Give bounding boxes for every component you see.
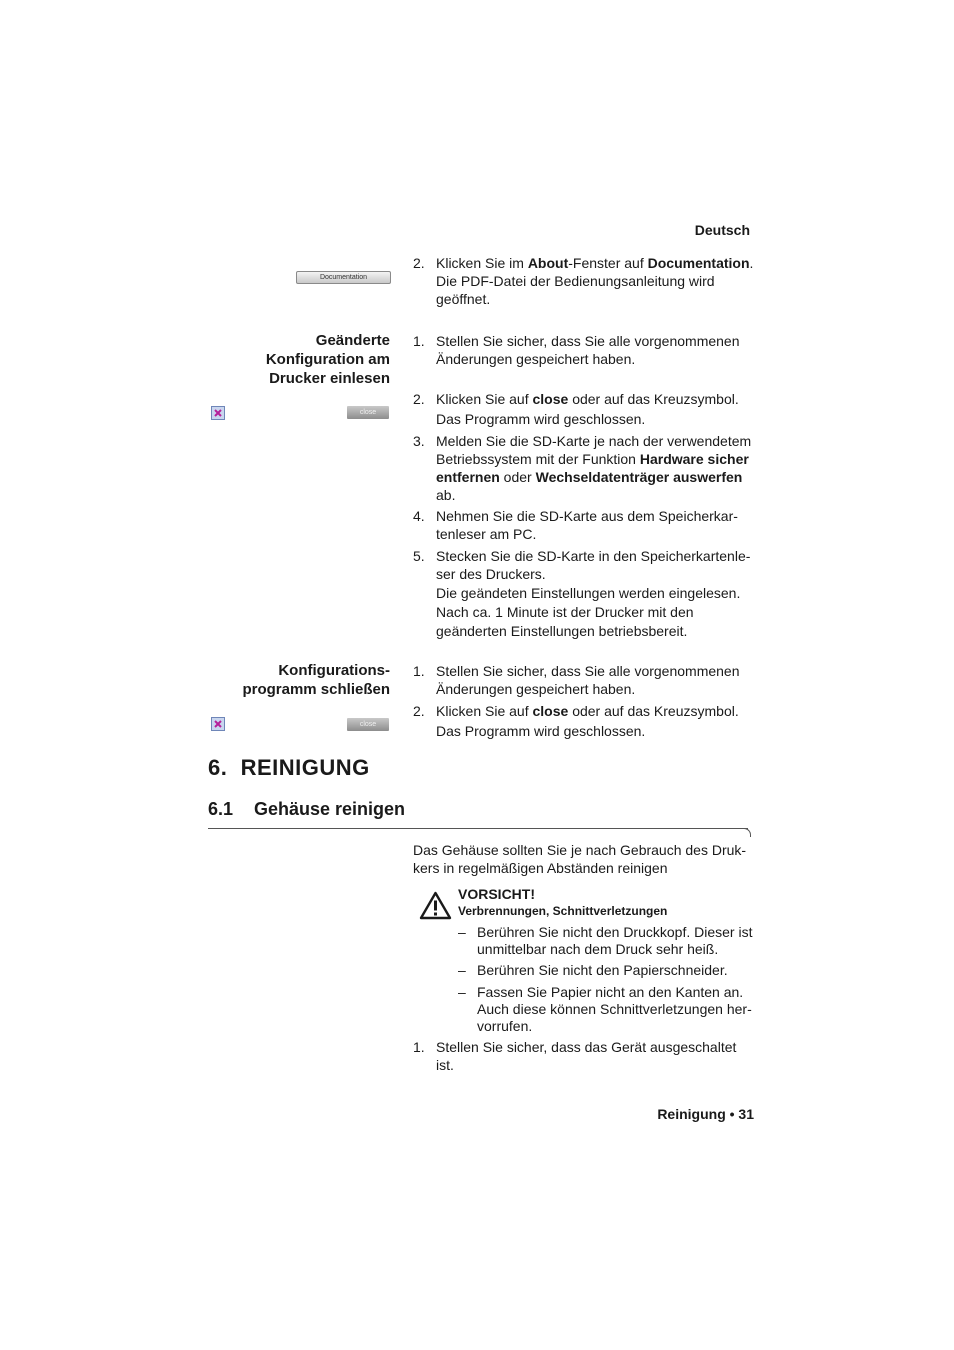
language-label: Deutsch xyxy=(694,222,750,238)
warning-title: VORSICHT! xyxy=(458,886,535,902)
step-read-5: 5. Stecken Sie die SD-Karte in den Speicherkartenle-ser des Druckers. Die geändeten Einstellungen werden eingelesen. Nach ca. 1 Minute ist der Drucker mit den geänderten Einstellungen betriebsbereit. xyxy=(413,548,751,639)
step-read-4: 4. Nehmen Sie die SD-Karte aus dem Speicherkar-tenleser am PC. xyxy=(413,508,738,542)
step-result: Die PDF-Datei der Bedienungsanleitung wird geöffnet. xyxy=(436,273,715,307)
warning-icon xyxy=(419,891,452,920)
step-read-2: 2. Klicken Sie auf close oder auf das Kreuzsymbol. Das Programm wird geschlossen. xyxy=(413,391,739,427)
step-close-2: 2. Klicken Sie auf close oder auf das Kreuzsymbol. Das Programm wird geschlossen. xyxy=(413,703,739,739)
step-read-1: 1. Stellen Sie sicher, dass Sie alle vorgenommenen Änderungen gespeichert haben. xyxy=(413,333,740,367)
step-clean-1: 1. Stellen Sie sicher, dass das Gerät ausgeschaltet ist. xyxy=(413,1039,737,1073)
warning-subtitle: Verbrennungen, Schnittverletzungen xyxy=(458,904,668,918)
close-x-icon[interactable] xyxy=(211,717,225,731)
step-documentation: 2. Klicken Sie im About-Fenster auf Documentation. Die PDF-Datei der Bedienungsanleitung wird geöffnet. xyxy=(413,254,758,308)
close-x-icon[interactable] xyxy=(211,406,225,420)
heading-close-program: Konfigurations- programm schließen xyxy=(242,662,390,698)
warning-item: – Fassen Sie Papier nicht an den Kanten an. Auch diese können Schnittverletzungen her-vorrufen. xyxy=(458,984,752,1034)
intro-text: Das Gehäuse sollten Sie je nach Gebrauch des Druk-kers in regelmäßigen Abständen reinigen xyxy=(413,842,747,876)
warning-item: – Berühren Sie nicht den Druckkopf. Dieser ist unmittelbar nach dem Druck sehr heiß. xyxy=(458,924,753,957)
chapter-title: 6. REINIGUNG xyxy=(208,755,370,780)
page-footer: Reinigung • 31 xyxy=(657,1106,754,1122)
heading-read-config: Geänderte Konfiguration am Drucker einlesen xyxy=(265,332,390,387)
step-read-3: 3. Melden Sie die SD-Karte je nach der verwendetem Betriebssystem mit der Funktion Hardware sicher entfernen oder Wechseldatenträger auswerfen ab. xyxy=(413,433,752,503)
close-button[interactable]: close xyxy=(347,718,389,731)
section-rule-corner xyxy=(742,828,751,837)
section-rule xyxy=(208,828,748,829)
documentation-button[interactable]: Documentation xyxy=(296,271,391,284)
close-button[interactable]: close xyxy=(347,406,389,419)
step-number: 2. xyxy=(413,255,425,271)
warning-item: – Berühren Sie nicht den Papierschneider. xyxy=(458,962,728,978)
step-close-1: 1. Stellen Sie sicher, dass Sie alle vorgenommenen Änderungen gespeichert haben. xyxy=(413,663,740,697)
subsection-title: 6.1 Gehäuse reinigen xyxy=(208,799,406,819)
